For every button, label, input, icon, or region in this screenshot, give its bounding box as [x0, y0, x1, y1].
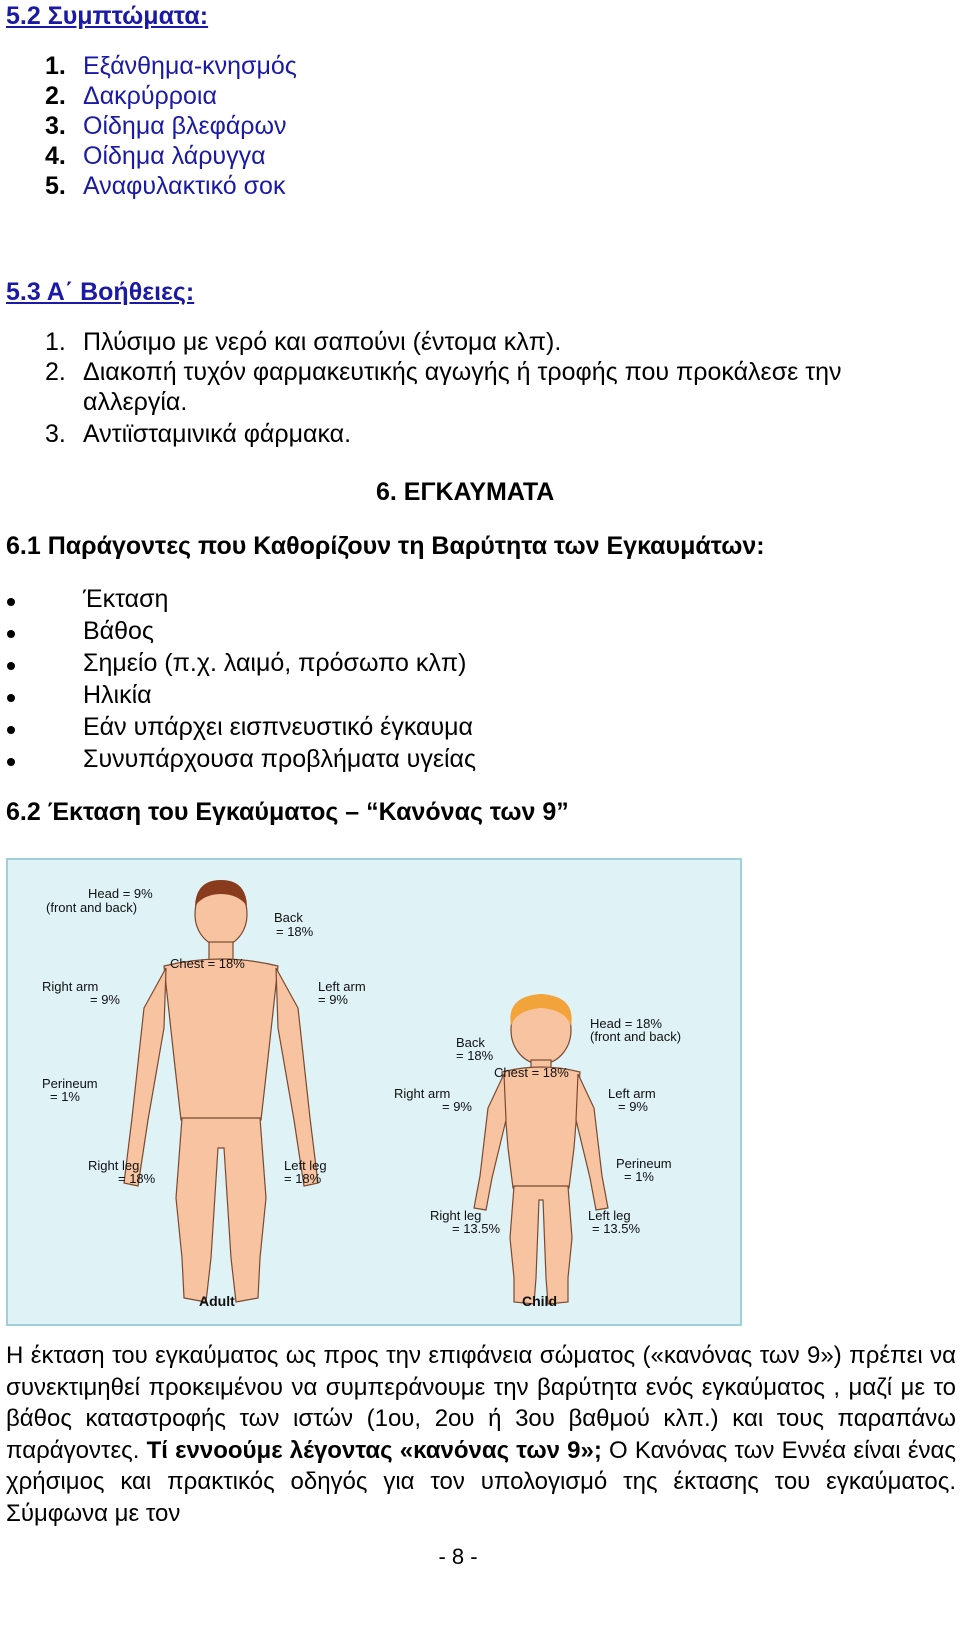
child-chest-label: Chest = 18%: [494, 1065, 569, 1080]
body-paragraph: Η έκταση του εγκαύματος ως προς την επιφάνεια σώματος («κανόνας των 9») πρέπει να συνεκτιμηθεί προκειμένου να συμπεράνουμε την βαρύτητα ενός εγκαύματος , μαζί με το βάθος καταστροφής των ιστών (1ου, 2ου ή 3ου βαθμού κλπ.) και τους παραπάνω παράγοντες. Τί εννοούμε λέγοντας «κανόνας των 9»; Ο Κανόνας των Εννέα είναι ένας χρήσιμος και πρακτικός οδηγός για τον υπολογισμό της έκτασης του εγκαύματος. Σύμφωνα με τον: [6, 1342, 956, 1527]
adult-back-label: Back: [274, 910, 303, 925]
section-5-3-title: 5.3 Α΄ Βοήθειες:: [6, 278, 195, 306]
paragraph-bold-question: Τί εννοούμε λέγοντας «κανόνας των 9»;: [146, 1436, 602, 1464]
child-perineum-value: = 1%: [624, 1169, 654, 1184]
bullet-dot: [7, 758, 15, 766]
bullet-dot: [7, 662, 15, 670]
child-right-leg-value: = 13.5%: [452, 1221, 501, 1236]
bullet-dot: [7, 630, 15, 638]
bullet-item: Ηλικία: [83, 681, 152, 709]
child-right-arm-label: Right arm: [394, 1086, 451, 1101]
list-item-continuation: αλλεργία.: [83, 388, 188, 416]
adult-head-label: Head = 9%: [88, 886, 153, 901]
adult-head-note: (front and back): [46, 900, 138, 915]
child-left-leg-value: = 13.5%: [592, 1221, 641, 1236]
bullet-dot: [7, 694, 15, 702]
child-left-leg-label: Left leg: [588, 1208, 631, 1223]
list-item: 4. Οίδημα λάρυγγα: [45, 142, 266, 170]
child-right-leg-label: Right leg: [430, 1208, 482, 1223]
adult-left-leg-value: = 18%: [284, 1171, 322, 1186]
bullet-dot: [7, 598, 15, 606]
adult-right-leg-label: Right leg: [88, 1158, 140, 1173]
list-item: 3. Αντιϊσταμινικά φάρμακα.: [45, 420, 352, 448]
child-perineum-label: Perineum: [616, 1156, 672, 1171]
adult-caption: Adult: [199, 1293, 235, 1309]
adult-left-arm-value: = 9%: [318, 992, 348, 1007]
section-5-2-title: 5.2 Συμπτώματα:: [6, 2, 209, 30]
adult-perineum-value: = 1%: [50, 1089, 80, 1104]
child-head-label: Head = 18%: [590, 1016, 662, 1031]
list-item: 3. Οίδημα βλεφάρων: [45, 112, 287, 140]
bullet-item: Έκταση: [83, 585, 169, 613]
list-item: 5. Αναφυλακτικό σοκ: [45, 172, 286, 200]
adult-back-value: = 18%: [276, 924, 314, 939]
rule-of-nines-figure: [6, 858, 742, 1326]
child-back-value: = 18%: [456, 1048, 494, 1063]
child-head-note: (front and back): [590, 1029, 682, 1044]
child-left-arm-value: = 9%: [618, 1099, 648, 1114]
list-item: 2. Διακοπή τυχόν φαρμακευτικής αγωγής ή τροφής που προκάλεσε την: [45, 358, 842, 386]
chapter-6-title: 6. ΕΓΚΑΥΜΑΤΑ: [376, 478, 555, 506]
bullet-item: Συνυπάρχουσα προβλήματα υγείας: [83, 745, 477, 773]
section-6-1-title: 6.1 Παράγοντες που Καθορίζουν τη Βαρύτητα των Εγκαυμάτων:: [6, 532, 765, 560]
bullet-dot: [7, 726, 15, 734]
adult-right-arm-value: = 9%: [90, 992, 120, 1007]
child-left-arm-label: Left arm: [608, 1086, 656, 1101]
page-number: - 8 -: [438, 1544, 478, 1569]
section-6-2-title: 6.2 Έκταση του Εγκαύματος – “Κανόνας των 9”: [6, 798, 569, 826]
adult-left-leg-label: Left leg: [284, 1158, 327, 1173]
bullet-item: Βάθος: [83, 617, 154, 645]
adult-left-arm-label: Left arm: [318, 979, 366, 994]
child-back-label: Back: [456, 1035, 485, 1050]
child-caption: Child: [522, 1293, 557, 1309]
list-item: 2. Δακρύρροια: [45, 82, 217, 110]
adult-right-arm-label: Right arm: [42, 979, 99, 994]
bullet-item: Εάν υπάρχει εισπνευστικό έγκαυμα: [83, 713, 474, 741]
child-right-arm-value: = 9%: [442, 1099, 472, 1114]
adult-perineum-label: Perineum: [42, 1076, 98, 1091]
list-item: 1. Πλύσιμο με νερό και σαπούνι (έντομα κλπ).: [45, 328, 562, 356]
adult-right-leg-value: = 18%: [118, 1171, 156, 1186]
bullet-item: Σημείο (π.χ. λαιμό, πρόσωπο κλπ): [83, 649, 467, 677]
list-item: 1. Εξάνθημα-κνησμός: [45, 52, 297, 80]
adult-chest-label: Chest = 18%: [170, 956, 245, 971]
